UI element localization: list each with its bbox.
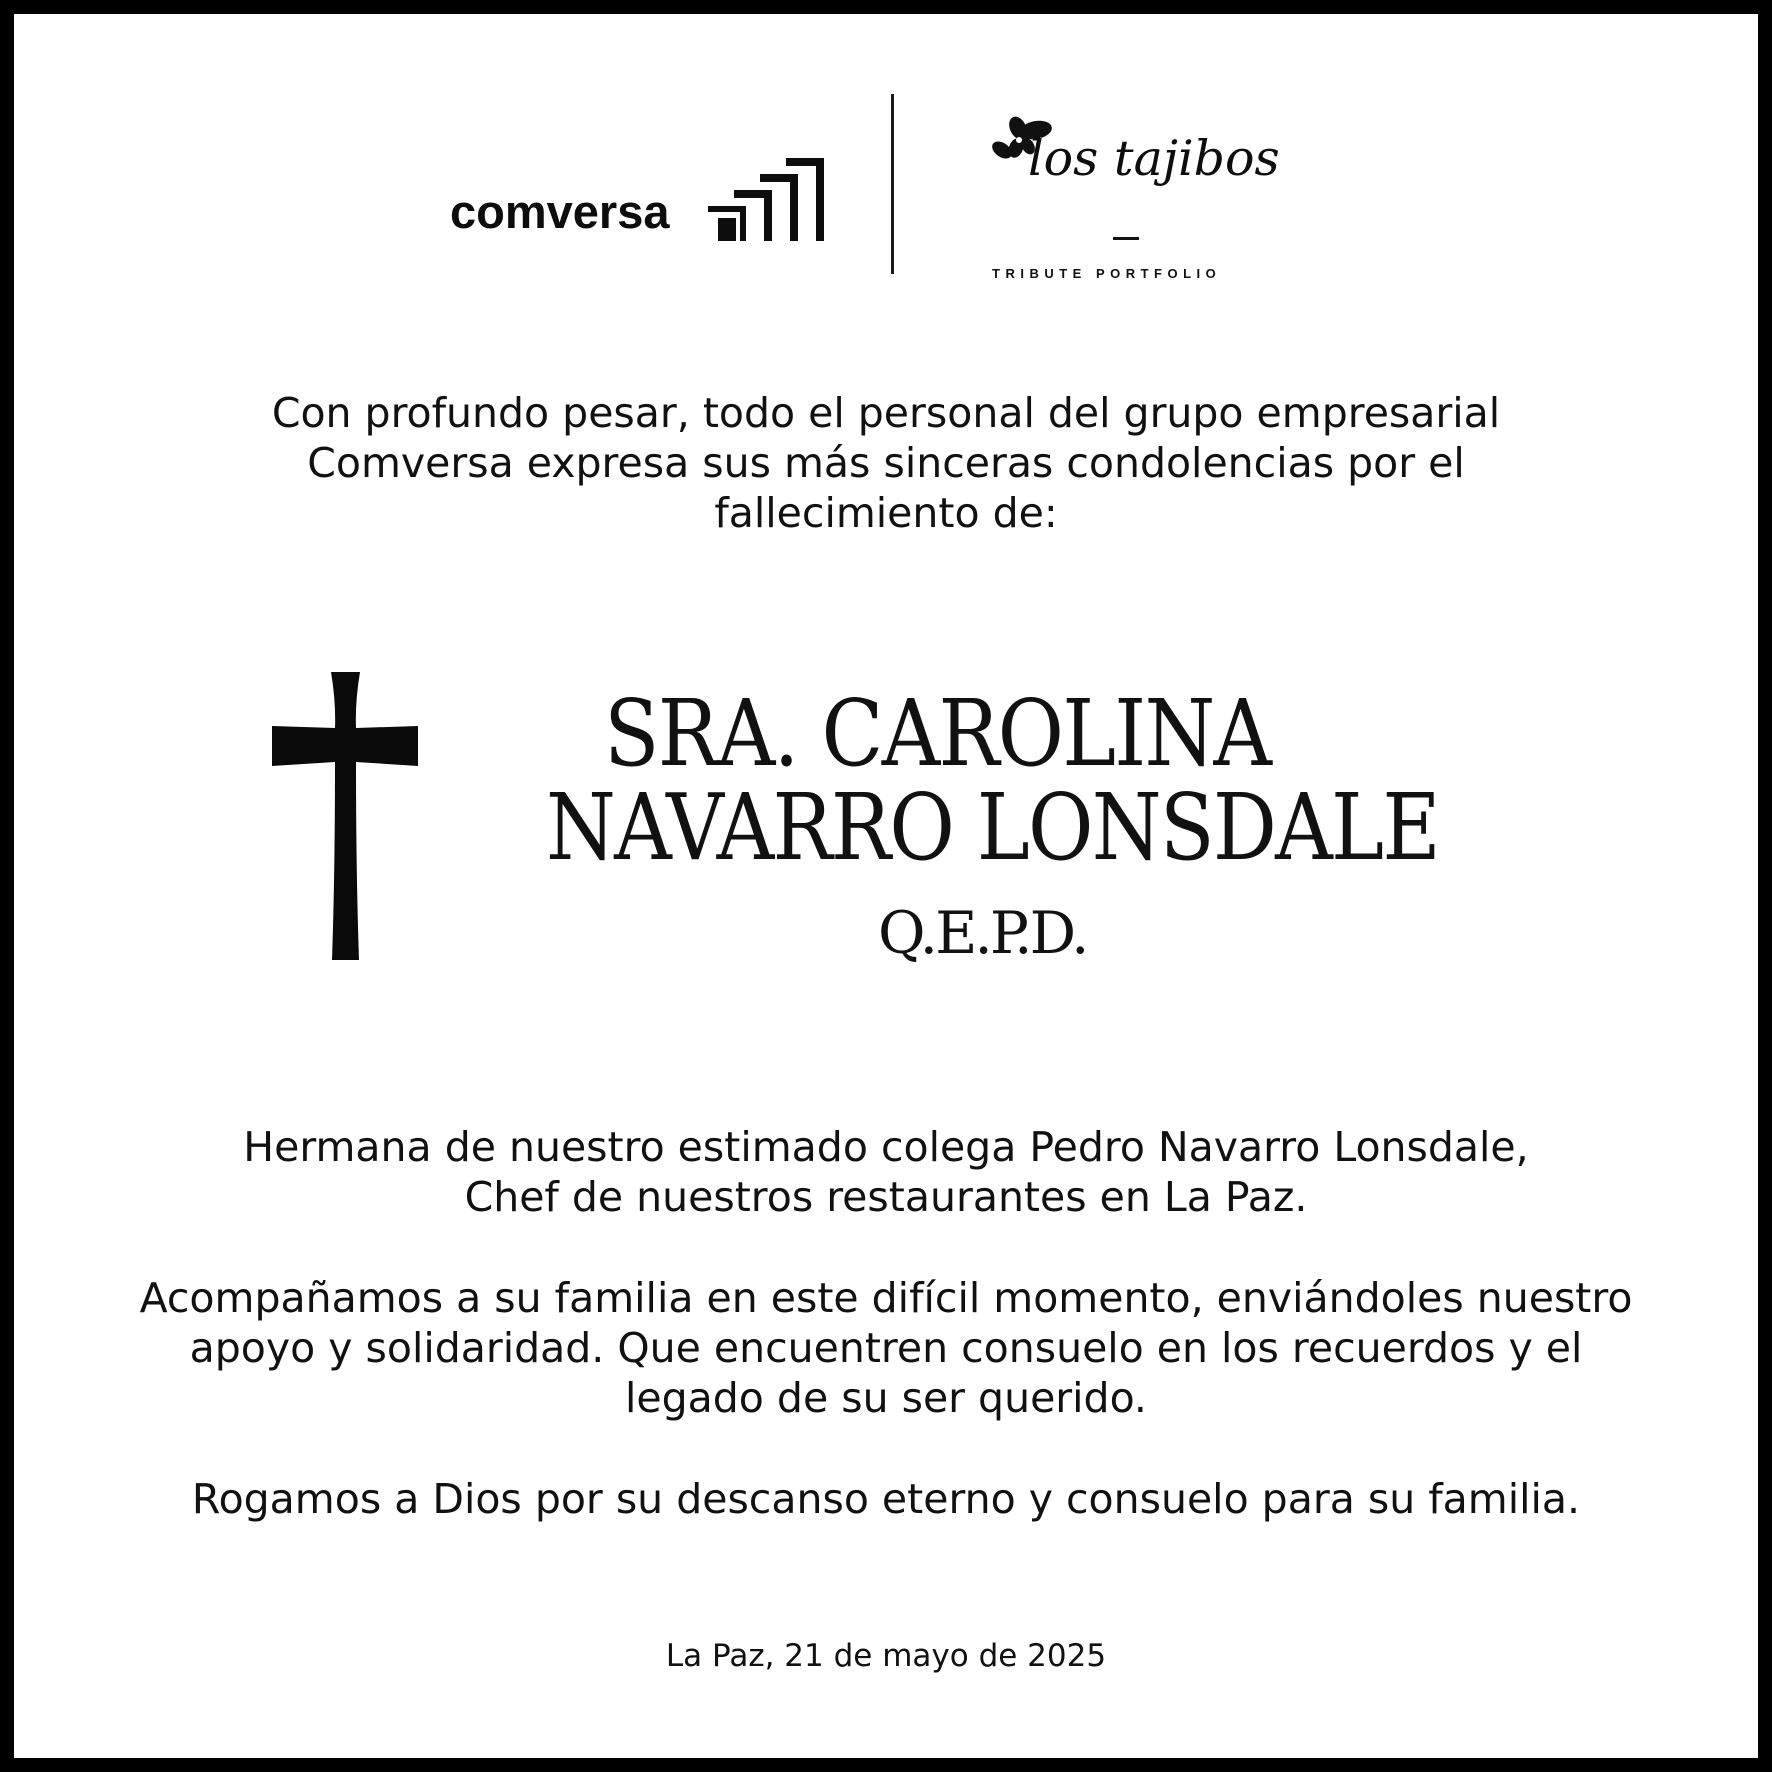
support-paragraph xyxy=(74,1273,1698,1423)
logo-header xyxy=(14,14,1758,314)
relation-paragraph xyxy=(74,1122,1698,1222)
tagline-dash xyxy=(1113,237,1139,240)
tribute-portfolio-tagline: TRIBUTE PORTFOLIO xyxy=(992,266,1222,281)
comversa-wordmark: comversa xyxy=(450,185,670,238)
prayer-paragraph xyxy=(74,1474,1698,1524)
intro-line: fallecimiento de: xyxy=(714,489,1058,537)
deceased-name-block xyxy=(444,670,1524,990)
support-line: Acompañamos a su familia en este difícil momento, enviándoles nuestro xyxy=(139,1274,1633,1322)
stacked-steps-icon xyxy=(698,146,828,241)
cross-icon xyxy=(272,672,418,960)
support-line: legado de su ser querido. xyxy=(625,1374,1147,1422)
qepd-label: Q.E.P.D. xyxy=(878,899,1087,967)
condolence-card xyxy=(14,14,1758,1758)
relation-line: Chef de nuestros restaurantes en La Paz. xyxy=(464,1173,1308,1221)
comversa-logo xyxy=(434,146,834,256)
intro-line: Comversa expresa sus más sinceras condolencias por el xyxy=(307,439,1465,487)
prayer-line: Rogamos a Dios por su descanso eterno y consuelo para su familia. xyxy=(191,1475,1581,1523)
intro-line: Con profundo pesar, todo el personal del grupo empresarial xyxy=(271,389,1501,437)
deceased-name-line: SRA. CAROLINA xyxy=(604,680,1271,787)
place-date: La Paz, 21 de mayo de 2025 xyxy=(665,1638,1107,1674)
support-line: apoyo y solidaridad. Que encuentren consuelo en los recuerdos y el xyxy=(189,1324,1583,1372)
los-tajibos-wordmark: los tajibos xyxy=(1028,130,1280,187)
intro-paragraph xyxy=(114,388,1658,538)
los-tajibos-logo xyxy=(964,102,1280,292)
relation-line: Hermana de nuestro estimado colega Pedro Navarro Lonsdale, xyxy=(243,1123,1529,1171)
logo-divider xyxy=(891,94,894,274)
deceased-name-line: NAVARRO LONSDALE xyxy=(546,774,1439,881)
